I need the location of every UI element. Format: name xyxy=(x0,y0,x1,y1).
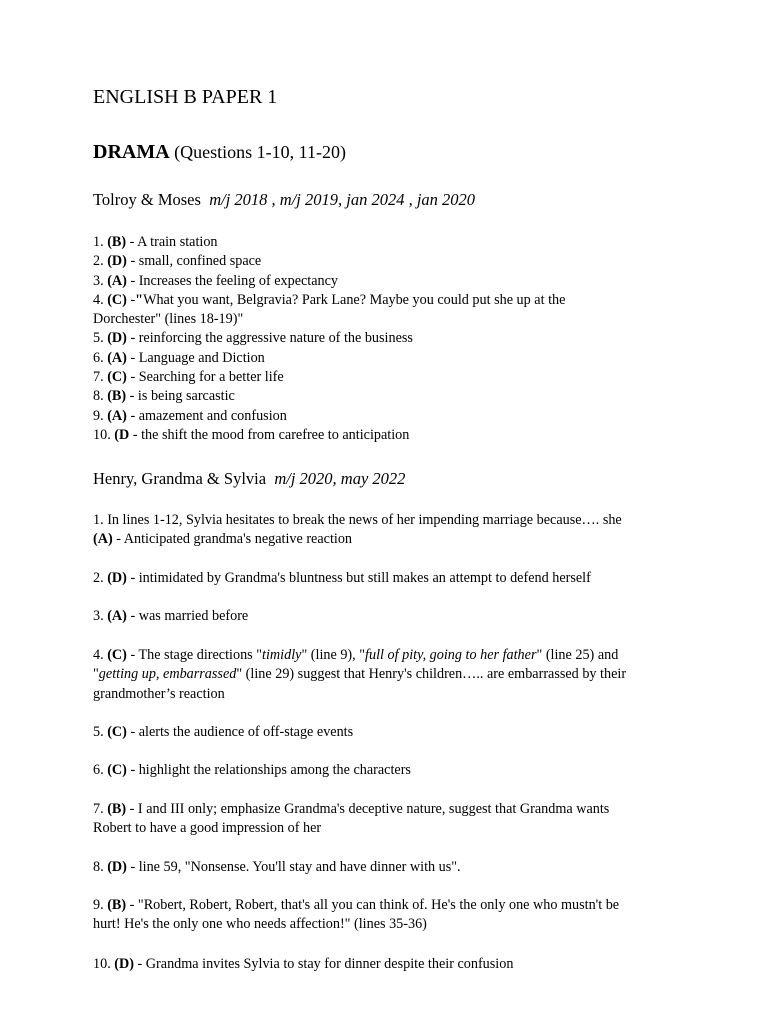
list-item: 4. (C) -"What you want, Belgravia? Park Lane? Maybe you could put she up at the xyxy=(93,291,566,308)
section-label: DRAMA xyxy=(93,141,170,163)
question-7: 7. (B) - I and III only; emphasize Grandma's deceptive nature, suggest that Grandma wants Robert to have a good impression of her xyxy=(93,801,610,837)
question-6: 6. (C) - highlight the relationships among the characters xyxy=(93,762,411,778)
list-item: 9. (A) - amazement and confusion xyxy=(93,407,287,424)
subheading-dates: m/j 2020, may 2022 xyxy=(274,469,406,488)
question-9: 9. (B) - "Robert, Robert, Robert, that's all you can think of. He's the only one who mustn't be hurt! He's the only one who needs affection!" (lines 35-36) xyxy=(93,897,620,933)
question-5: 5. (C) - alerts the audience of off-stage events xyxy=(93,724,354,740)
answer-list-tolroy xyxy=(93,233,693,445)
list-item: 7. (C) - Searching for a better life xyxy=(93,369,284,386)
list-item: 10. (D - the shift the mood from carefree to anticipation xyxy=(93,426,410,443)
question-8: 8. (D) - line 59, "Nonsense. You'll stay and have dinner with us". xyxy=(93,859,461,875)
subheading-dates: m/j 2018 , m/j 2019, jan 2024 , jan 2020 xyxy=(209,190,476,209)
question-4: 4. (C) - The stage directions "timidly" (line 9), "full of pity, going to her father" (line 25) and "getting up, embarrassed" (line 29) suggest that Henry's children….. are embarrassed by their grandmother’s reaction xyxy=(93,647,627,702)
list-item: 8. (B) - is being sarcastic xyxy=(93,388,235,405)
list-item: 5. (D) - reinforcing the aggressive nature of the business xyxy=(93,330,413,347)
list-item: 1. (B) - A train station xyxy=(93,234,218,250)
page-title: ENGLISH B PAPER 1 xyxy=(93,86,278,108)
question-1: 1. In lines 1-12, Sylvia hesitates to break the news of her impending marriage because…. she (A) - Anticipated grandma's negative reaction xyxy=(93,512,622,548)
question-2: 2. (D) - intimidated by Grandma's bluntness but still makes an attempt to defend herself xyxy=(93,570,591,586)
list-item: 3. (A) - Increases the feeling of expectancy xyxy=(93,272,339,289)
subheading-tolroy-moses xyxy=(93,190,475,210)
subheading-henry-grandma-sylvia xyxy=(93,469,405,489)
section-heading-drama xyxy=(93,141,346,164)
subheading-title: Tolroy & Moses xyxy=(93,190,201,209)
list-item: 2. (D) - small, confined space xyxy=(93,253,262,270)
list-item: 6. (A) - Language and Diction xyxy=(93,349,265,366)
section-range: (Questions 1-10, 11-20) xyxy=(174,142,346,162)
question-10: 10. (D) - Grandma invites Sylvia to stay for dinner despite their confusion xyxy=(93,956,514,972)
subheading-title: Henry, Grandma & Sylvia xyxy=(93,469,267,488)
question-3: 3. (A) - was married before xyxy=(93,608,249,624)
list-item-continued: Dorchester" (lines 18-19)" xyxy=(93,311,244,328)
